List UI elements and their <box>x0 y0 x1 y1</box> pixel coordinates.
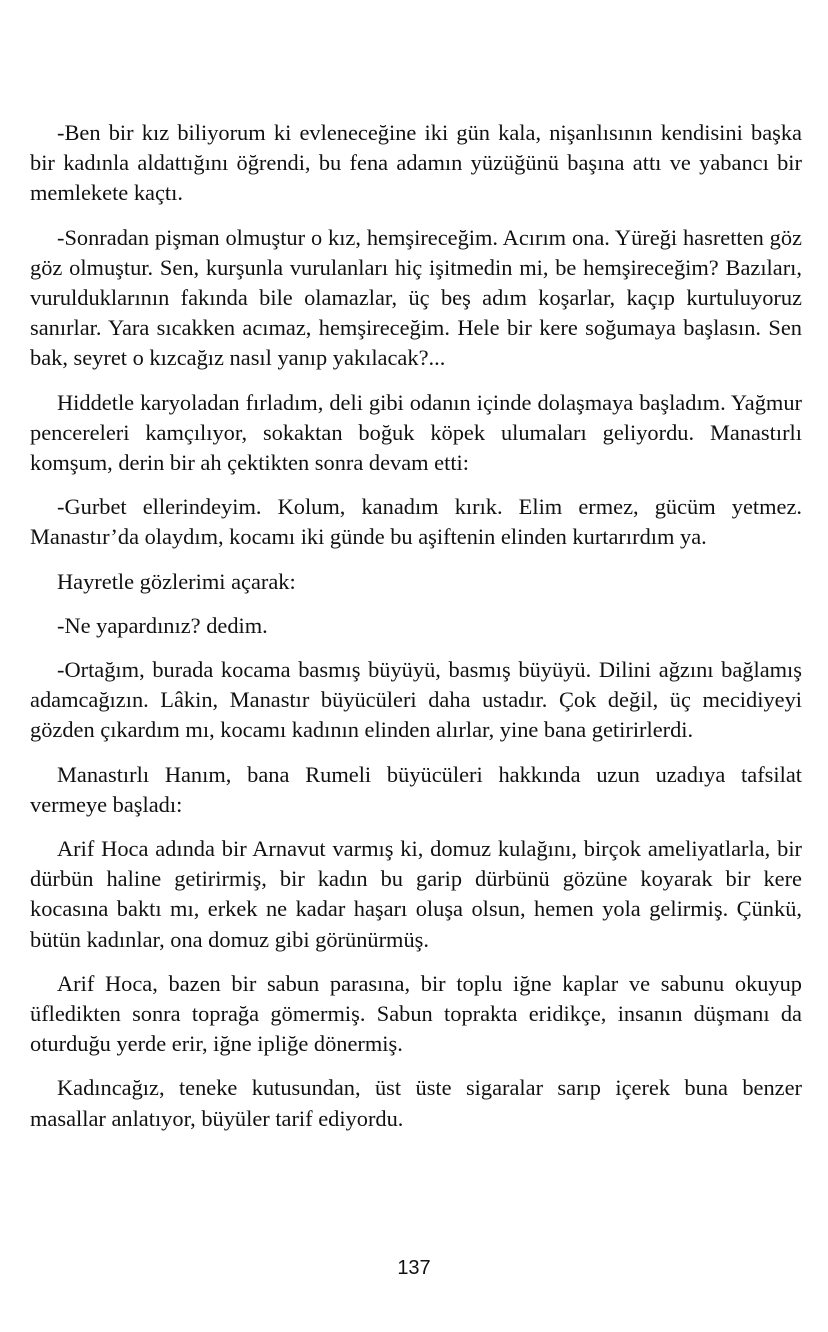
page-body <box>30 118 802 1148</box>
page-number: 137 <box>397 1257 431 1279</box>
paragraph-4: -Gurbet ellerindeyim. Kolum, kanadım kırık. Elim ermez, gücüm yetmez. Manastır’da olaydım, kocamı iki günde bu aşiftenin elinden kurtarırdım ya. <box>30 494 802 550</box>
paragraph-9: Arif Hoca adında bir Arnavut varmış ki, domuz kulağını, birçok ameliyatlarla, bir dürbün haline getirirmiş, bir kadın bu garip dürbünü gözüne koyarak bir kere kocasına baktı mı, erkek ne kadar haşarı oluşa olsun, hemen yola gelirmiş. Çünkü, bütün kadınlar, ona domuz gibi görünürmüş. <box>30 836 802 952</box>
paragraph-3: Hiddetle karyoladan fırladım, deli gibi odanın içinde dolaşmaya başladım. Yağmur pencereleri kamçılıyor, sokaktan boğuk köpek ulumaları geliyordu. Manastırlı komşum, derin bir ah çektikten sonra devam etti: <box>30 389 802 476</box>
paragraph-6: -Ne yapardınız? dedim. <box>57 612 268 638</box>
paragraph-2: -Sonradan pişman olmuştur o kız, hemşireceğim. Acırım ona. Yüreği hasretten göz göz olmuştur. Sen, kurşunla vurulanları hiç işitmedin mi, be hemşireceğim? Bazıları, vurulduklarının fakında bile olamazlar, üç beş adım koşarlar, kaçıp kurtuluyoruz sanırlar. Yara sıcakken acımaz, hemşireceğim. Hele bir kere soğumaya başlasın. Sen bak, seyret o kızcağız nasıl yanıp yakılacak?... <box>30 224 802 371</box>
paragraph-10: Arif Hoca, bazen bir sabun parasına, bir toplu iğne kaplar ve sabunu okuyup üfledikten sonra toprağa gömermiş. Sabun toprakta eridikçe, insanın düşmanı da oturduğu yerde erir, iğne ipliğe dönermiş. <box>30 970 802 1057</box>
paragraph-1: -Ben bir kız biliyorum ki evleneceğine iki gün kala, nişanlısının kendisini başka bir kadınla aldattığını öğrendi, bu fena adamın yüzüğünü başına attı ve yabancı bir memlekete kaçtı. <box>30 120 802 206</box>
paragraph-5: Hayretle gözlerimi açarak: <box>57 568 296 594</box>
paragraph-8: Manastırlı Hanım, bana Rumeli büyücüleri hakkında uzun uzadıya tafsilat vermeye başladı: <box>30 761 802 817</box>
paragraph-7: -Ortağım, burada kocama basmış büyüyü, basmış büyüyü. Dilini ağzını bağlamış adamcağızın. Lâkin, Manastır büyücüleri daha ustadır. Çok değil, üç mecidiyeyi gözden çıkardım mı, kocamı kadının elinden alırlar, yine bana getirirlerdi. <box>30 657 802 743</box>
paragraph-11: Kadıncağız, teneke kutusundan, üst üste sigaralar sarıp içerek buna benzer masallar anlatıyor, büyüler tarif ediyordu. <box>30 1075 802 1131</box>
